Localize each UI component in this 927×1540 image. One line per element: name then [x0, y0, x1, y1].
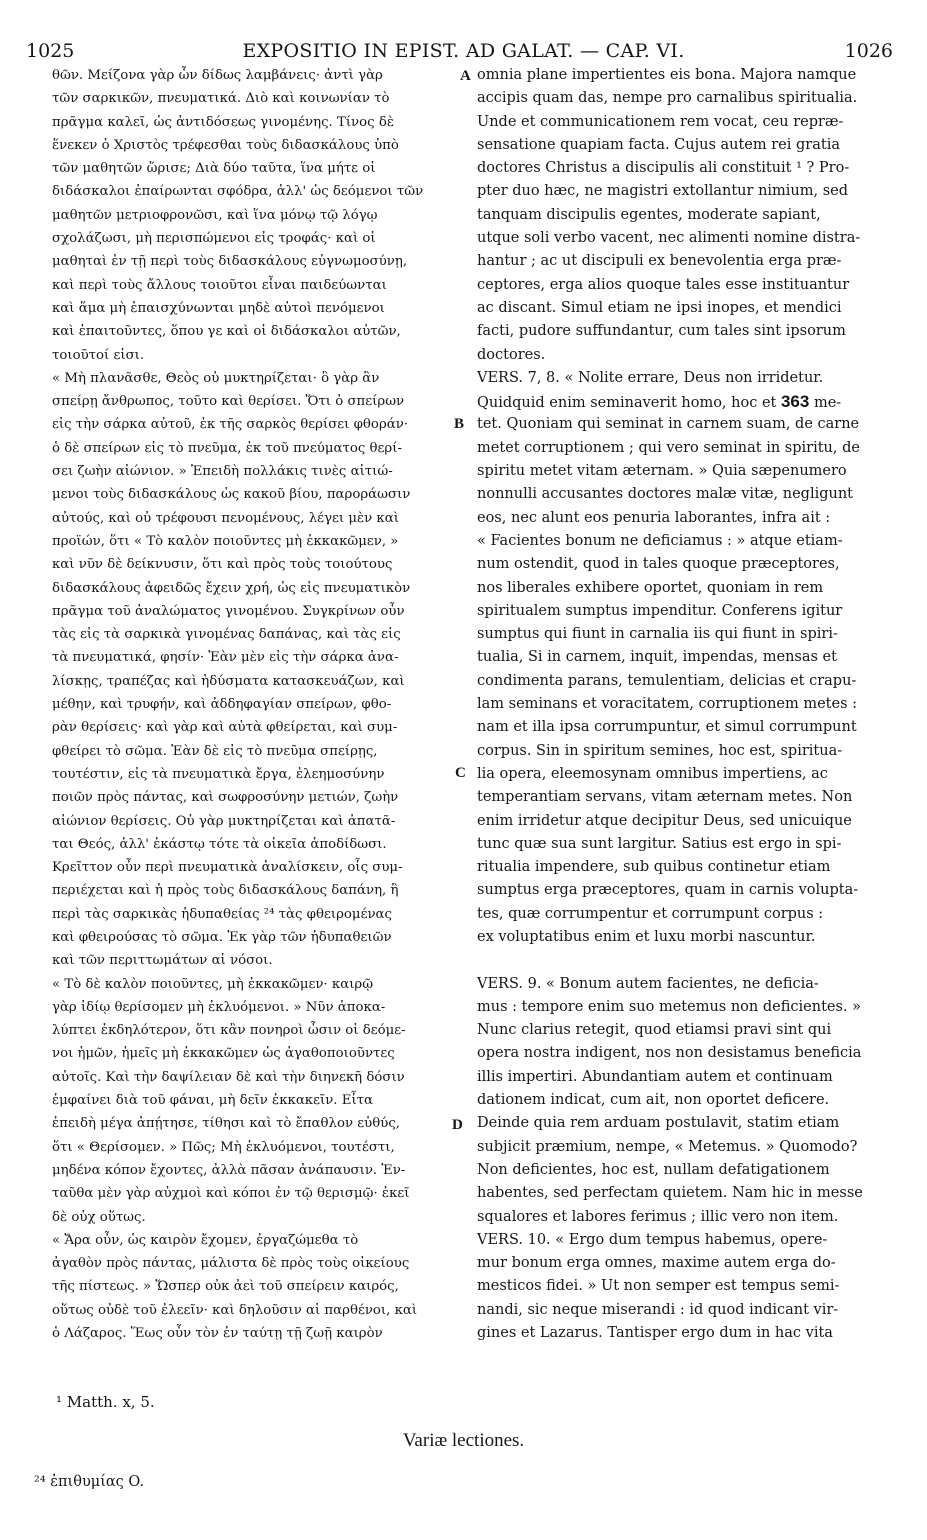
margin-letter-b: B: [454, 416, 465, 432]
latin-block-3: [477, 973, 886, 1346]
latin-line: omnia plane impertientes eis bona. Majora namque: [477, 67, 857, 83]
greek-line: εἰς τὴν σάρκα αὐτοῦ, ἐκ τῆς σαρκὸς θερίσει φθοράν·: [52, 417, 409, 433]
greek-line: σπείρῃ ἄνθρωπος, τοῦτο καὶ θερίσει. Ὅτι ὁ σπείρων: [52, 394, 405, 410]
latin-line-end: me-: [809, 395, 842, 412]
latin-line: accipis quam das, nempe pro carnalibus spiritualia.: [477, 90, 858, 107]
greek-line: οὕτως οὐδὲ τοῦ ἐλεεῖν· καὶ δηλοῦσιν αἱ παρθένοι, καὶ: [52, 1302, 418, 1318]
greek-line: ρὰν θερίσεις· καὶ γὰρ καὶ αὐτὰ φθείρεται, καὶ συμ-: [52, 720, 398, 736]
greek-line: καὶ τῶν περιττωμάτων αἱ νόσοι.: [52, 953, 273, 969]
latin-line: nos liberales exhibere oportet, quoniam in rem: [477, 579, 824, 596]
greek-line: τῆς πίστεως. » Ὥσπερ οὐκ ἀεὶ τοῦ σπείρειν καιρός,: [52, 1279, 399, 1295]
latin-line: squalores et labores ferimus ; illic vero non item.: [477, 1208, 839, 1225]
greek-line: ὁ δὲ σπείρων εἰς τὸ πνεῦμα, ἐκ τοῦ πνεύματος θερί-: [52, 440, 402, 456]
greek-line: σει ζωὴν αἰώνιον. » Ἐπειδὴ πολλάκις τινὲς αἰτιώ-: [52, 464, 393, 480]
latin-column: [477, 64, 886, 1345]
latin-line: doctores Christus a discipulis ali constituit ¹ ? Pro-: [477, 160, 850, 177]
latin-line: Nunc clarius retegit, quod etiamsi pravi sint qui: [477, 1022, 832, 1039]
latin-line: temperantiam servans, vitam æternam metes. Non: [477, 789, 853, 806]
greek-line: μαθητῶν μετριοφρονῶσι, καὶ ἵνα μόνῳ τῷ λόγῳ: [52, 207, 378, 223]
greek-line: ταῦθα μὲν γὰρ αὐχμοὶ καὶ κόποι ἐν τῷ θερισμῷ· ἐκεῖ: [52, 1186, 410, 1202]
latin-line: sumptus qui fiunt in carnalia iis qui fiunt in spiri-: [477, 626, 838, 643]
greek-column: [52, 64, 458, 1345]
greek-line: ἀγαθὸν πρὸς πάντας, μάλιστα δὲ πρὸς τοὺς οἰκείους: [52, 1256, 410, 1272]
latin-line: spiritualem sumptus impenditur. Conferens igitur: [477, 602, 843, 619]
greek-line: καὶ ἐπαιτοῦντες, ὅπου γε καὶ οἱ διδάσκαλοι αὐτῶν,: [52, 324, 401, 340]
latin-line: VERS. 10. « Ergo dum tempus habemus, opere-: [477, 1231, 828, 1248]
latin-line: habentes, sed perfectam quietem. Nam hic in messe: [477, 1185, 863, 1202]
latin-line: corpus. Sin in spiritum semines, hoc est, spiritua-: [477, 742, 843, 759]
latin-line: facti, pudore suffundantur, cum tales sint ipsorum: [477, 323, 846, 340]
page-number-left: 1025: [26, 40, 75, 62]
greek-line: ὁ Λάζαρος. Ἕως οὖν τὸν ἐν ταύτῃ τῇ ζωῇ καιρὸν: [52, 1326, 383, 1342]
latin-line: doctores.: [477, 346, 546, 363]
greek-line: καὶ περὶ τοὺς ἄλλους τοιοῦτοι εἶναι παιδεύωνται: [52, 277, 387, 293]
greek-line: θῶν. Μείζονα γὰρ ὧν δίδως λαμβάνεις· ἀντὶ γὰρ: [52, 68, 383, 83]
greek-line: Κρεῖττον οὖν περὶ πνευματικὰ ἀναλίσκειν, οἷς συμ-: [52, 860, 403, 876]
latin-line-start: Quidquid enim seminaverit homo, hoc et: [477, 395, 781, 412]
latin-line: opera nostra indigent, nos non desistamus beneficia: [477, 1045, 862, 1062]
latin-line: mur bonum erga omnes, maxime autem erga do-: [477, 1255, 836, 1272]
latin-line: mus : tempore enim suo metemus non deficientes. »: [477, 998, 862, 1015]
greek-line: περιέχεται καὶ ἡ πρὸς τοὺς διδασκάλους δαπάνη, ἢ: [52, 883, 399, 899]
latin-line: VERS. 7, 8. « Nolite errare, Deus non irridetur.: [477, 369, 824, 386]
latin-line: hantur ; ac ut discipuli ex benevolentia erga præ-: [477, 253, 842, 270]
latin-line: ex voluptatibus enim et luxu morbi nascuntur.: [477, 928, 816, 945]
greek-line: λύπτει ἐκδηλότερον, ὅτι κἂν πονηροὶ ὦσιν οἱ δεόμε-: [52, 1023, 406, 1039]
greek-line: μέθην, καὶ τρυφήν, καὶ ἀδδηφαγίαν σπείρων, φθο-: [52, 697, 392, 713]
latin-line: metet corruptionem ; qui vero seminat in spiritu, de: [477, 439, 860, 456]
latin-line: tet. Quoniam qui seminat in carnem suam, de carne: [477, 416, 860, 433]
greek-line: δὲ οὐχ οὕτως.: [52, 1209, 146, 1225]
greek-line: περὶ τὰς σαρκικὰς ἡδυπαθείας ²⁴ τὰς φθειρομένας: [52, 906, 392, 922]
greek-line: μενοι τοὺς διδασκάλους ὡς κακοῦ βίου, παροράωσιν: [52, 487, 411, 503]
margin-letter-c: C: [455, 765, 466, 781]
latin-line: [477, 390, 886, 413]
latin-line: sumptus erga præceptores, quam in carnis volupta-: [477, 882, 859, 899]
greek-line: νοι ἡμῶν, ἡμεῖς μὴ ἐκκακῶμεν ὡς ἀγαθοποιοῦντες: [52, 1046, 395, 1062]
latin-line: gines et Lazarus. Tantisper ergo dum in hac vita: [477, 1325, 833, 1342]
latin-line: VERS. 9. « Bonum autem facientes, ne deficia-: [477, 975, 819, 992]
greek-line: « Τὸ δὲ καλὸν ποιοῦντες, μὴ ἐκκακῶμεν· καιρῷ: [52, 976, 374, 992]
greek-line: τὰ πνευματικά, φησίν· Ἐὰν μὲν εἰς τὴν σάρκα ἀνα-: [52, 650, 399, 666]
latin-block-2: [477, 413, 886, 949]
greek-line: γὰρ ἰδίῳ θερίσομεν μὴ ἐκλυόμενοι. » Νῦν ἀποκα-: [52, 999, 386, 1015]
greek-line: ται Θεός, ἀλλ' ἑκάστῳ τότε τὰ οἰκεῖα ἀποδίδωσι.: [52, 836, 387, 852]
greek-line: ποιῶν πρὸς πάντας, καὶ σωφροσύνην μετιών, ζωὴν: [52, 790, 399, 806]
greek-line: καὶ νῦν δὲ δείκνυσιν, ὅτι καὶ πρὸς τοὺς τοιούτους: [52, 557, 393, 573]
greek-line: καὶ φθειρούσας τὸ σῶμα. Ἐκ γὰρ τῶν ἡδυπαθειῶν: [52, 929, 392, 945]
margin-letter-a: A: [460, 68, 471, 84]
latin-line: « Facientes bonum ne deficiamus : » atque etiam-: [477, 532, 843, 549]
greek-line: πρᾶγμα τοῦ ἀναλώματος γινομένου. Συγκρίνων οὖν: [52, 603, 405, 619]
latin-line: mesticos fidei. » Ut non semper est tempus semi-: [477, 1278, 840, 1295]
paragraph-gap: [477, 949, 886, 972]
margin-letter-d: D: [452, 1117, 463, 1133]
latin-line: ceptores, erga alios quoque tales esse instituantur: [477, 276, 850, 293]
greek-line: ἐπειδὴ μέγα ἀπῄτησε, τίθησι καὶ τὸ ἔπαθλον εὐθύς,: [52, 1116, 400, 1132]
latin-line: ac discant. Simul etiam ne ipsi inopes, et mendici: [477, 299, 842, 316]
latin-line: Deinde quia rem arduam postulavit, statim etiam: [477, 1115, 840, 1132]
latin-line: tes, quæ corrumpentur et corrumpunt corpus :: [477, 905, 824, 922]
greek-line: « Μὴ πλανᾶσθε, Θεὸς οὐ μυκτηρίζεται· ὃ γὰρ ἂν: [52, 370, 380, 386]
greek-line: καὶ ἅμα μὴ ἐπαισχύνωνται μηδὲ αὐτοὶ πενόμενοι: [52, 300, 385, 316]
latin-line: condimenta parans, temulentiam, delicias et crapu-: [477, 672, 857, 689]
greek-line: τῶν μαθητῶν ὥρισε; Διὰ δύο ταῦτα, ἵνα μήτε οἱ: [52, 161, 376, 177]
greek-line: σχολάζωσι, μὴ περισπώμενοι εἰς τροφάς· καὶ οἱ: [52, 231, 376, 247]
latin-line: subjicit præmium, nempe, « Metemus. » Quomodo?: [477, 1138, 858, 1155]
greek-line: ὅτι « Θερίσομεν. » Πῶς; Μὴ ἐκλυόμενοι, τουτέστι,: [52, 1139, 395, 1155]
latin-block-1: [477, 64, 886, 390]
greek-line: προϊών, ὅτι « Τὸ καλὸν ποιοῦντες μὴ ἐκκακῶμεν, »: [52, 533, 399, 549]
greek-line: τουτέστιν, εἰς τὰ πνευματικὰ ἔργα, ἐλεημοσύνην: [52, 766, 385, 782]
greek-line: μαθηταὶ ἐν τῇ περὶ τοὺς διδασκάλους εὐγνωμοσύνῃ,: [52, 254, 408, 270]
latin-line: lia opera, eleemosynam omnibus impertiens, ac: [477, 765, 828, 782]
greek-line: αἰώνιον θερίσεις. Οὐ γὰρ μυκτηρίζεται καὶ ἀπατᾶ-: [52, 813, 396, 829]
latin-line: dationem indicat, cum ait, non oportet deficere.: [477, 1092, 830, 1109]
latin-line: nandi, sic neque miserandi : id quod indicant vir-: [477, 1301, 839, 1318]
greek-line: μηδένα κόπον ἔχοντες, ἀλλὰ πᾶσαν ἀνάπαυσιν. Ἐν-: [52, 1162, 406, 1178]
page-number-right: 1026: [844, 40, 893, 62]
greek-line: αὐτούς, καὶ οὐ τρέφουσι πενομένους, λέγει μὲν καὶ: [52, 510, 399, 526]
latin-line: tanquam discipulis egentes, moderate sapiant,: [477, 206, 821, 223]
inline-page-number: 363: [780, 392, 810, 412]
latin-line: Unde et communicationem rem vocat, ceu repræ-: [477, 113, 844, 130]
greek-line: λίσκῃς, τραπέζας καὶ ἡδύσματα κατασκευάζων, καὶ: [52, 673, 405, 689]
latin-line: enim irridetur atque decipitur Deus, sed unicuique: [477, 812, 852, 829]
latin-line: utque soli verbo vacent, nec alimenti nomine distra-: [477, 230, 861, 247]
greek-line: τὰς εἰς τὰ σαρκικὰ γινομένας δαπάνας, καὶ τὰς εἰς: [52, 627, 401, 643]
latin-line: tualia, Si in carnem, inquit, impendas, mensas et: [477, 649, 837, 666]
latin-line: spiritu metet vitam æternam. » Quia sæpenumero: [477, 463, 847, 480]
latin-line: lam seminans et voracitatem, corruptionem metes :: [477, 696, 858, 713]
latin-line: num ostendit, quod in tales quoque præceptores,: [477, 556, 840, 573]
greek-line: τῶν σαρκικῶν, πνευματικά. Διὸ καὶ κοινωνίαν τὸ: [52, 91, 390, 107]
variant-note: ²⁴ ἐπιθυμίας O.: [34, 1474, 145, 1490]
latin-line: nonnulli accusantes doctores malæ vitæ, negligunt: [477, 486, 854, 503]
greek-line: πρᾶγμα καλεῖ, ὡς ἀντιδόσεως γινομένης. Τίνος δὲ: [52, 114, 394, 130]
greek-line: ἕνεκεν ὁ Χριστὸς τρέφεσθαι τοὺς διδασκάλους ὑπὸ: [52, 137, 399, 153]
greek-line: διδάσκαλοι ἐπαίρωνται σφόδρα, ἀλλ' ὡς δεόμενοι τῶν: [52, 184, 424, 200]
running-head: EXPOSITIO IN EPIST. AD GALAT. — CAP. VI.: [242, 40, 685, 62]
latin-line: pter duo hæc, ne magistri extollantur nimium, sed: [477, 183, 849, 200]
greek-line: διδασκάλους ἀφειδῶς ἔχειν χρή, ὡς εἰς πνευματικὸν: [52, 580, 411, 596]
latin-line: Non deficientes, hoc est, nullam defatigationem: [477, 1161, 830, 1178]
greek-line: ἐμφαίνει διὰ τοῦ φάναι, μὴ δεῖν ἐκκακεῖν. Εἶτα: [52, 1093, 374, 1109]
latin-line: tunc quæ sua sunt largitur. Satius est ergo in spi-: [477, 835, 842, 852]
latin-line: ritualia impendere, sub quibus continetur etiam: [477, 859, 831, 876]
footnote: ¹ Matth. x, 5.: [56, 1393, 155, 1411]
latin-line: nam et illa ipsa corrumpuntur, et simul corrumpunt: [477, 719, 857, 736]
greek-line: τοιοῦτοί εἰσι.: [52, 347, 145, 363]
greek-line: αὐτοῖς. Καὶ τὴν δαψίλειαν δὲ καὶ τὴν διηνεκῆ δόσιν: [52, 1069, 405, 1085]
greek-line: « Ἄρα οὖν, ὡς καιρὸν ἔχομεν, ἐργαζώμεθα τὸ: [52, 1232, 359, 1248]
latin-line: sensatione quapiam facta. Cujus autem rei gratia: [477, 136, 840, 153]
greek-line: φθείρει τὸ σῶμα. Ἐὰν δὲ εἰς τὸ πνεῦμα σπείρῃς,: [52, 743, 378, 759]
latin-line: illis impertiri. Abundantiam autem et continuam: [477, 1068, 833, 1085]
latin-line: eos, nec alunt eos penuria laborantes, infra ait :: [477, 509, 831, 526]
variae-lectiones-title: Variæ lectiones.: [402, 1430, 525, 1451]
